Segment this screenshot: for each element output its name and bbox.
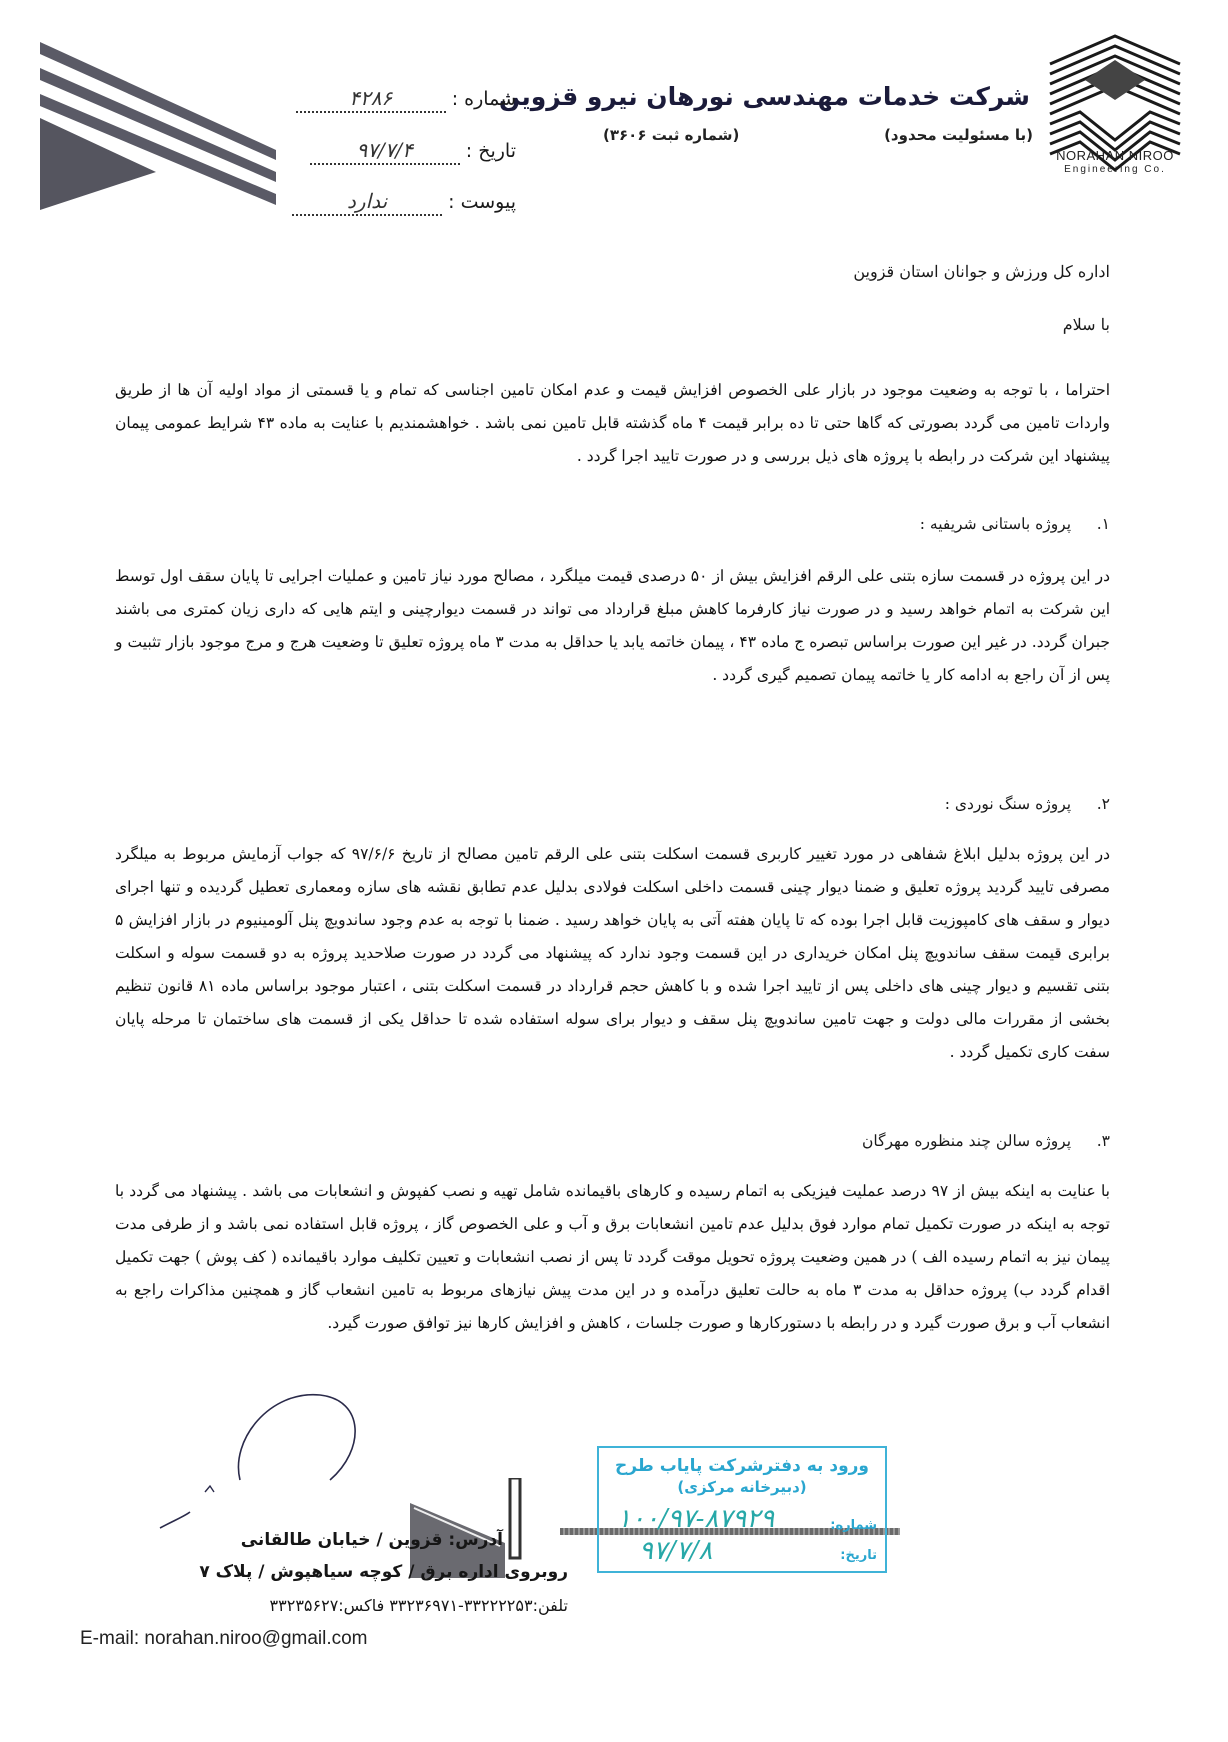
- address-line-1: آدرس: قزوین / خیابان طالقانی: [240, 1530, 503, 1550]
- project-3-title: پروژه سالن چند منظوره مهرگان: [861, 1132, 1072, 1150]
- stamp-number-value: ۱۰۰/۹۷-۸۷۹۲۹: [617, 1504, 775, 1534]
- letter-attachment-value: ندارد: [292, 192, 442, 216]
- letter-number-field: [296, 88, 516, 113]
- project-2-number: ۲.: [1096, 795, 1110, 813]
- address-line-2: روبروی اداره برق / کوچه سیاهپوش / پلاک ۷: [199, 1562, 568, 1582]
- project-1-title: پروژه باستانی شریفیه :: [919, 515, 1072, 533]
- stamp-date-label: تاریخ:: [840, 1548, 877, 1563]
- project-2-heading: [945, 795, 1110, 813]
- phone-fax: تلفن:۳۳۲۲۲۲۵۳-۳۳۲۳۶۹۷۱ فاکس:۳۳۲۳۵۶۲۷: [269, 1596, 568, 1615]
- stamp-number-label: شماره:: [830, 1518, 877, 1533]
- incoming-office-stamp: [597, 1446, 887, 1573]
- company-registration: (شماره ثبت ۳۶۰۶): [603, 126, 740, 144]
- letter-attachment-field: [292, 191, 516, 216]
- project-1-text: در این پروژه در قسمت سازه بتنی علی الرقم افزایش بیش از ۵۰ درصدی قیمت میلگرد ، مصالح مورد نیاز تامین و عملیات اجرایی تا پایان سقف اول توسط این شرکت به اتمام خواهد رسید و در صورت نیاز کارفرما کاهش مبلغ قرارداد می تواند در قسمت دیوارچینی و ایتم هایی که داری زیان کمتری می باشند جبران گردد. در غیر این صورت براساس تبصره ج ماده ۴۳ ، پیمان خاتمه یابد یا حداقل به مدت ۳ ماه پروژه تعلیق تا وضعیت هرج و مرج موجود بازار تثبیت و پس از آن راجع به ادامه کار یا خاتمه پیمان تصمیم گیری گردد .: [115, 567, 1110, 684]
- project-1-heading: [920, 515, 1110, 533]
- project-1-number: ۱.: [1096, 515, 1110, 533]
- project-2-title: پروژه سنگ نوردی :: [944, 795, 1072, 813]
- stamp-date-value: ۹۷/۷/۸: [639, 1536, 713, 1566]
- project-3-text: با عنایت به اینکه بیش از ۹۷ درصد عملیت فیزیکی به اتمام رسیده و کارهای باقیمانده شامل تهیه و نصب کفپوش و انشعابات می باشد . پیشنهاد می گردد با توجه به اینکه در صورت تکمیل تمام موارد فوق بدلیل عدم تامین انشعابات برق و آب و علی الخصوص گاز ، پروژه قابل استفاده نمی باشد و از طرفی مدت پیمان نیز به اتمام رسیده الف ) در همین وضعیت پروژه تحویل موقت گردد تا پس از نصب انشعابات و تعیین تکلیف موارد باقیمانده ( کف پوش ) جهت تکمیل اقدام گردد ب) پروژه حداقل به مدت ۳ ماه به حالت تعلیق درآمده و در این مدت پیش نیازهای مربوط به تامین انشعاب گاز و همچنین مذاکرات راجع به انشعاب آب و برق صورت گیرد و در رابطه با دستورکارها و صورت جلسات ، کاهش و افزایش کارها نیز توافق صورت گیرد.: [115, 1182, 1110, 1332]
- project-3-number: ۳.: [1096, 1132, 1110, 1150]
- stamp-subtitle: (دبیرخانه مرکزی): [677, 1478, 807, 1496]
- letter-date-field: [310, 140, 516, 165]
- corner-decoration-graphic: [38, 40, 278, 210]
- greeting: با سلام: [1062, 315, 1110, 334]
- project-3-heading: [862, 1132, 1110, 1150]
- letter-date-label: تاریخ :: [465, 140, 516, 162]
- company-name: شرکت خدمات مهندسی نورهان نیرو قزوین: [498, 82, 1030, 111]
- logo-name-en: NORAHAN NIROO: [1056, 148, 1174, 163]
- letter-number-value: ۴۲۸۶: [296, 89, 446, 113]
- intro-paragraph: احتراما ، با توجه به وضعیت موجود در بازار علی الخصوص افزایش قیمت و عدم امکان تامین اجناسی که تمام و یا قسمتی از مواد اولیه آن ها از طریق واردات تامین می گردد بصورتی که گاها حتی تا ده برابر قیمت ۴ ماه گذشته قابل تامین نمی باشد . خواهشمندیم با عنایت به ماده ۴۳ شرایط عمومی پیمان پیشنهاد این شرکت در رابطه با پروژه های ذیل بررسی و در صورت تایید اجرا گردد .: [115, 381, 1110, 465]
- company-liability: (با مسئولیت محدود): [884, 126, 1033, 144]
- letter-attachment-label: پیوست :: [448, 191, 516, 213]
- project-2-text: در این پروژه بدلیل ابلاغ شفاهی در مورد تغییر کاربری قسمت اسکلت بتنی علی الرقم تامین مصالح از تاریخ ۹۷/۶/۶ که جواب آزمایش مربوط به میلگرد مصرفی تایید گردید پروژه تعلیق و ضمنا دیوار چینی قسمت داخلی اسکلت فولادی بدلیل عدم تطابق نقشه های سازه ومعماری تعطیل گردیده و تنها اجرای دیوار و سقف های کامپوزیت قابل اجرا بوده که تا پایان هفته آتی به پایان خواهد رسید . ضمنا با توجه به عدم وجود ساندویچ پنل آلومینیوم در بازار افزایش ۵ برابری قیمت سقف ساندویچ پنل امکان خریداری در این قسمت وجود ندارد که پیشنهاد می گردد در صورت صلاحدید پروژه به دو قسمت سوله و اسکلت بتنی تقسیم و دیوار چینی های داخلی پس از تایید اجرا شده و با کاهش حجم قرارداد در قسمت اسکلت بتنی ، اعتبار موجود براساس ماده ۸۱ قانون تنظیم بخشی از مقررات مالی دولت و جهت تامین ساندویچ پنل سقف و دیوار برای سوله استفاده شده تا حداقل یکی از قسمت های ساختمان تا مرحله پایان سفت کاری تکمیل گردد .: [115, 845, 1110, 1061]
- stamp-title: ورود به دفترشرکت پایاب طرح: [614, 1456, 869, 1476]
- logo-subtitle-en: Engineering Co.: [1064, 164, 1166, 175]
- recipient: اداره کل ورزش و جوانان استان قزوین: [853, 262, 1110, 281]
- letter-number-label: شماره :: [451, 88, 516, 110]
- letter-date-value: ۹۷/۷/۴: [310, 141, 460, 165]
- email-address[interactable]: E-mail: norahan.niroo@gmail.com: [80, 1628, 368, 1649]
